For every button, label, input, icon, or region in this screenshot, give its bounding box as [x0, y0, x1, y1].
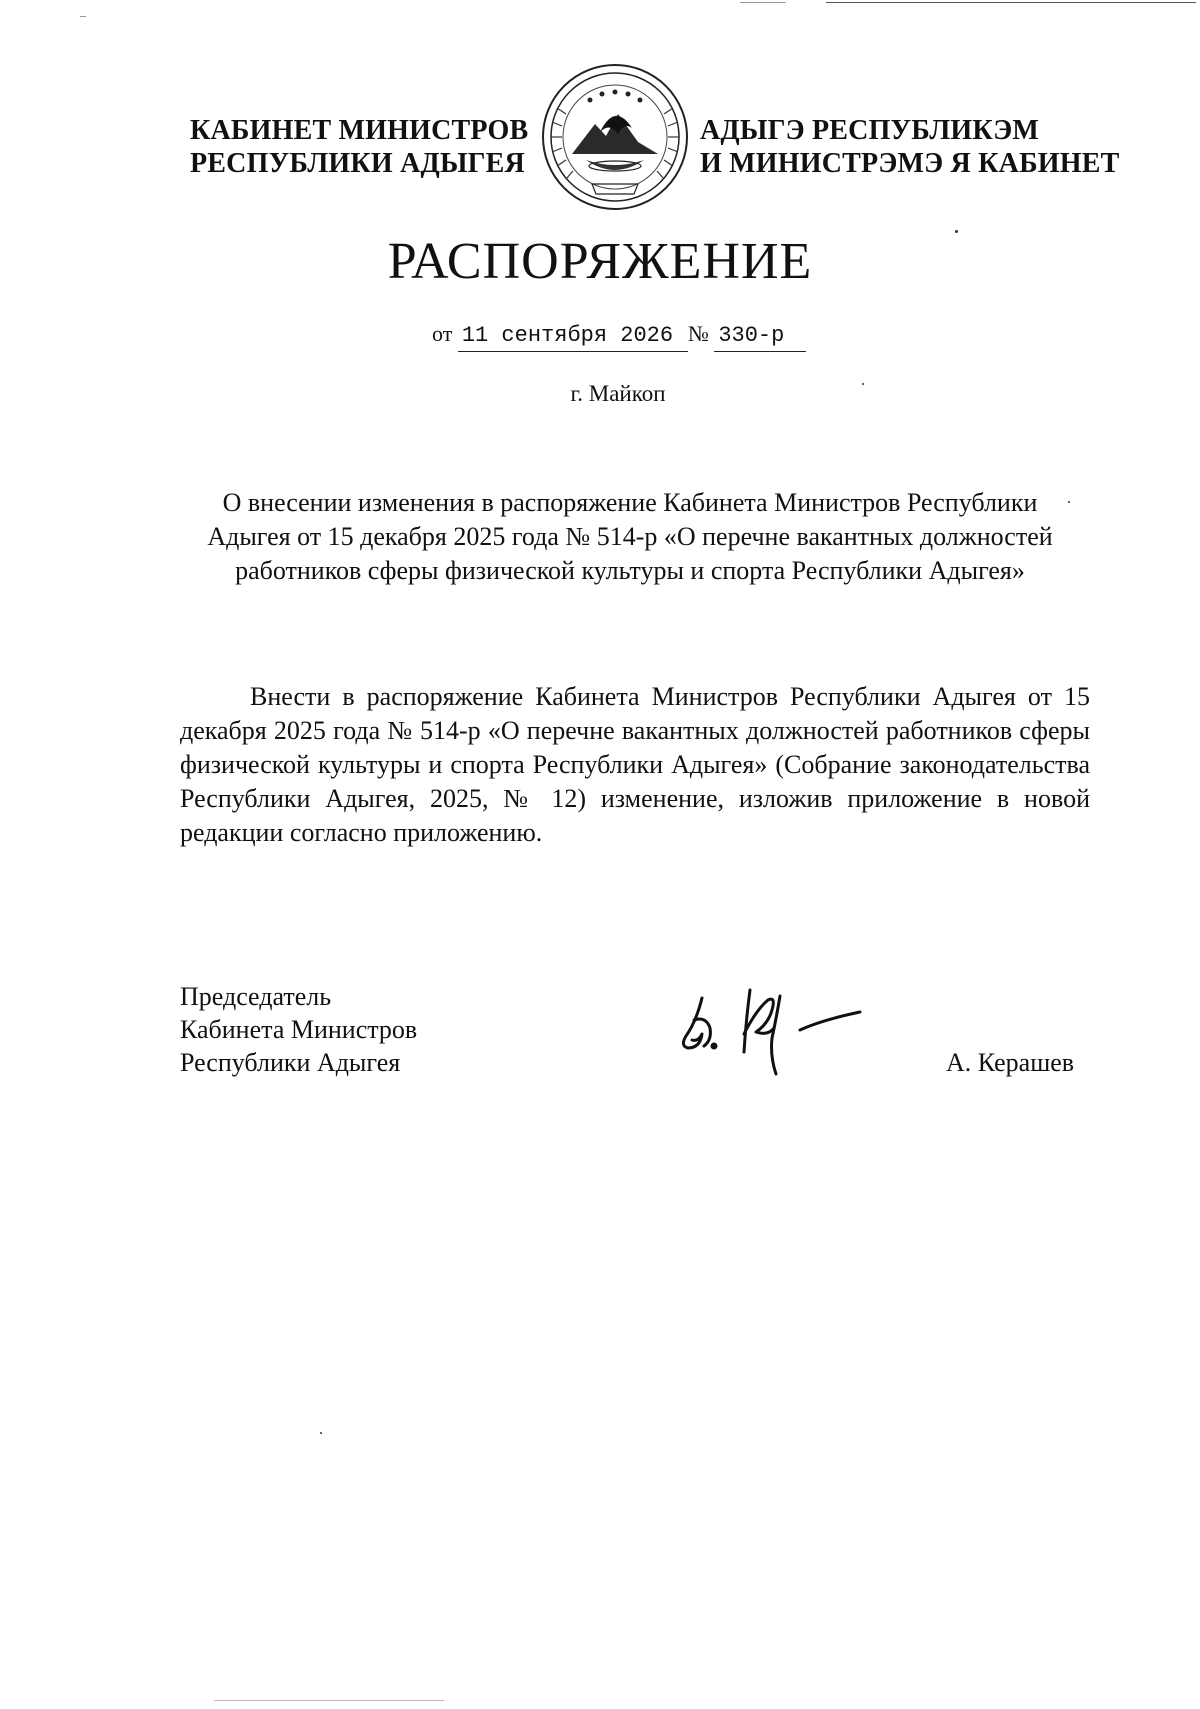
issuer-line: АДЫГЭ РЕСПУБЛИКЭМ [700, 115, 1040, 146]
scan-artifact [80, 16, 86, 17]
issuer-name-russian [190, 114, 529, 180]
issuer-line: И МИНИСТРЭМЭ Я КАБИНЕТ [700, 148, 1120, 179]
handwritten-signature-icon [672, 970, 872, 1080]
city-name: г. Майкоп [570, 381, 666, 406]
scan-speck [320, 1432, 322, 1434]
signer-position-line: Республики Адыгея [180, 1048, 401, 1077]
document-subject: О внесении изменения в распоряжение Кабинета Министров Республики Адыгея от 15 декабря 2025 года № 514-р «О перечне вакантных должностей работников сферы физической культуры и спорта Республики Адыгея» [207, 488, 1053, 585]
signer-position-line: Председатель [180, 982, 332, 1011]
number-sign: № [687, 321, 709, 346]
scan-artifact [740, 2, 786, 3]
document-title: РАСПОРЯЖЕНИЕ [387, 233, 813, 290]
coat-of-arms-emblem-icon [540, 62, 690, 212]
issuer-line: КАБИНЕТ МИНИСТРОВ [190, 115, 529, 146]
document-body: Внести в распоряжение Кабинета Министров Республики Адыгея от 15 декабря 2025 года № 514-р «О перечне вакантных должностей работников сферы физической культуры и спорта Республики Адыгея» (Собрание законодательства Республики Адыгея, 2025, № 12) изменение, изложив приложение в новой редакции согласно приложению. [180, 682, 1090, 847]
document-date: 11 сентября 2026 [458, 322, 688, 352]
signer-position-line: Кабинета Министров [180, 1015, 418, 1044]
scan-artifact [826, 2, 1196, 3]
date-prefix: от [432, 321, 453, 346]
signer-name: А. Керашев [946, 1048, 1075, 1077]
scan-artifact [214, 1700, 444, 1701]
issuer-line: РЕСПУБЛИКИ АДЫГЕЯ [190, 148, 525, 179]
city-line [0, 380, 1200, 408]
issuer-name-adyghe [700, 114, 1120, 180]
document-number: 330-р [714, 322, 806, 352]
date-number-line [432, 320, 806, 352]
signer-position [180, 980, 417, 1079]
